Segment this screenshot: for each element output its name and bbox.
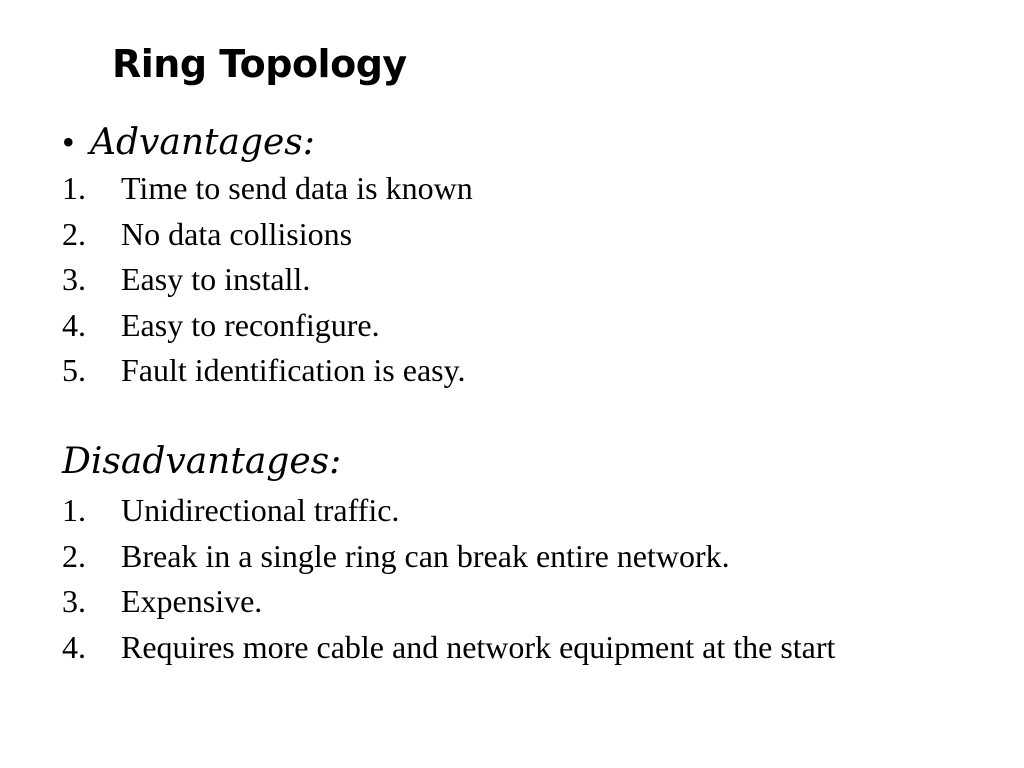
bullet-marker: • <box>62 122 75 162</box>
item-text: Requires more cable and network equipment at the start <box>121 628 836 665</box>
item-number: 1. <box>62 492 86 528</box>
item-number: 3. <box>62 583 86 619</box>
item-number: 2. <box>62 537 86 574</box>
advantage-item <box>62 303 951 349</box>
item-text: Easy to install. <box>121 261 311 297</box>
advantage-item <box>62 257 951 303</box>
item-text: Expensive. <box>121 583 263 619</box>
disadvantage-item <box>62 625 951 671</box>
disadvantage-item <box>62 488 951 534</box>
item-number: 2. <box>62 215 86 252</box>
slide-title: Ring Topology <box>112 42 407 86</box>
advantage-item <box>62 212 951 258</box>
item-text: Time to send data is known <box>121 170 473 206</box>
item-text: Unidirectional traffic. <box>121 492 400 528</box>
item-text: Easy to reconfigure. <box>121 306 380 343</box>
item-number: 4. <box>62 628 86 665</box>
item-text: Break in a single ring can break entire network. <box>121 537 730 574</box>
disadvantages-list <box>62 488 951 670</box>
item-text: Fault identification is easy. <box>121 352 466 388</box>
item-number: 4. <box>62 306 86 343</box>
disadvantage-item <box>62 534 951 580</box>
advantages-heading-text: Advantages: <box>90 122 315 163</box>
item-text: No data collisions <box>121 215 353 252</box>
item-number: 3. <box>62 261 86 297</box>
advantage-item <box>62 348 951 394</box>
item-number: 5. <box>62 352 86 388</box>
advantage-item <box>62 166 951 212</box>
disadvantage-item <box>62 579 951 625</box>
disadvantages-heading: Disadvantages: <box>62 441 342 482</box>
advantages-heading <box>62 120 315 165</box>
item-number: 1. <box>62 170 86 206</box>
advantages-list <box>62 166 951 394</box>
